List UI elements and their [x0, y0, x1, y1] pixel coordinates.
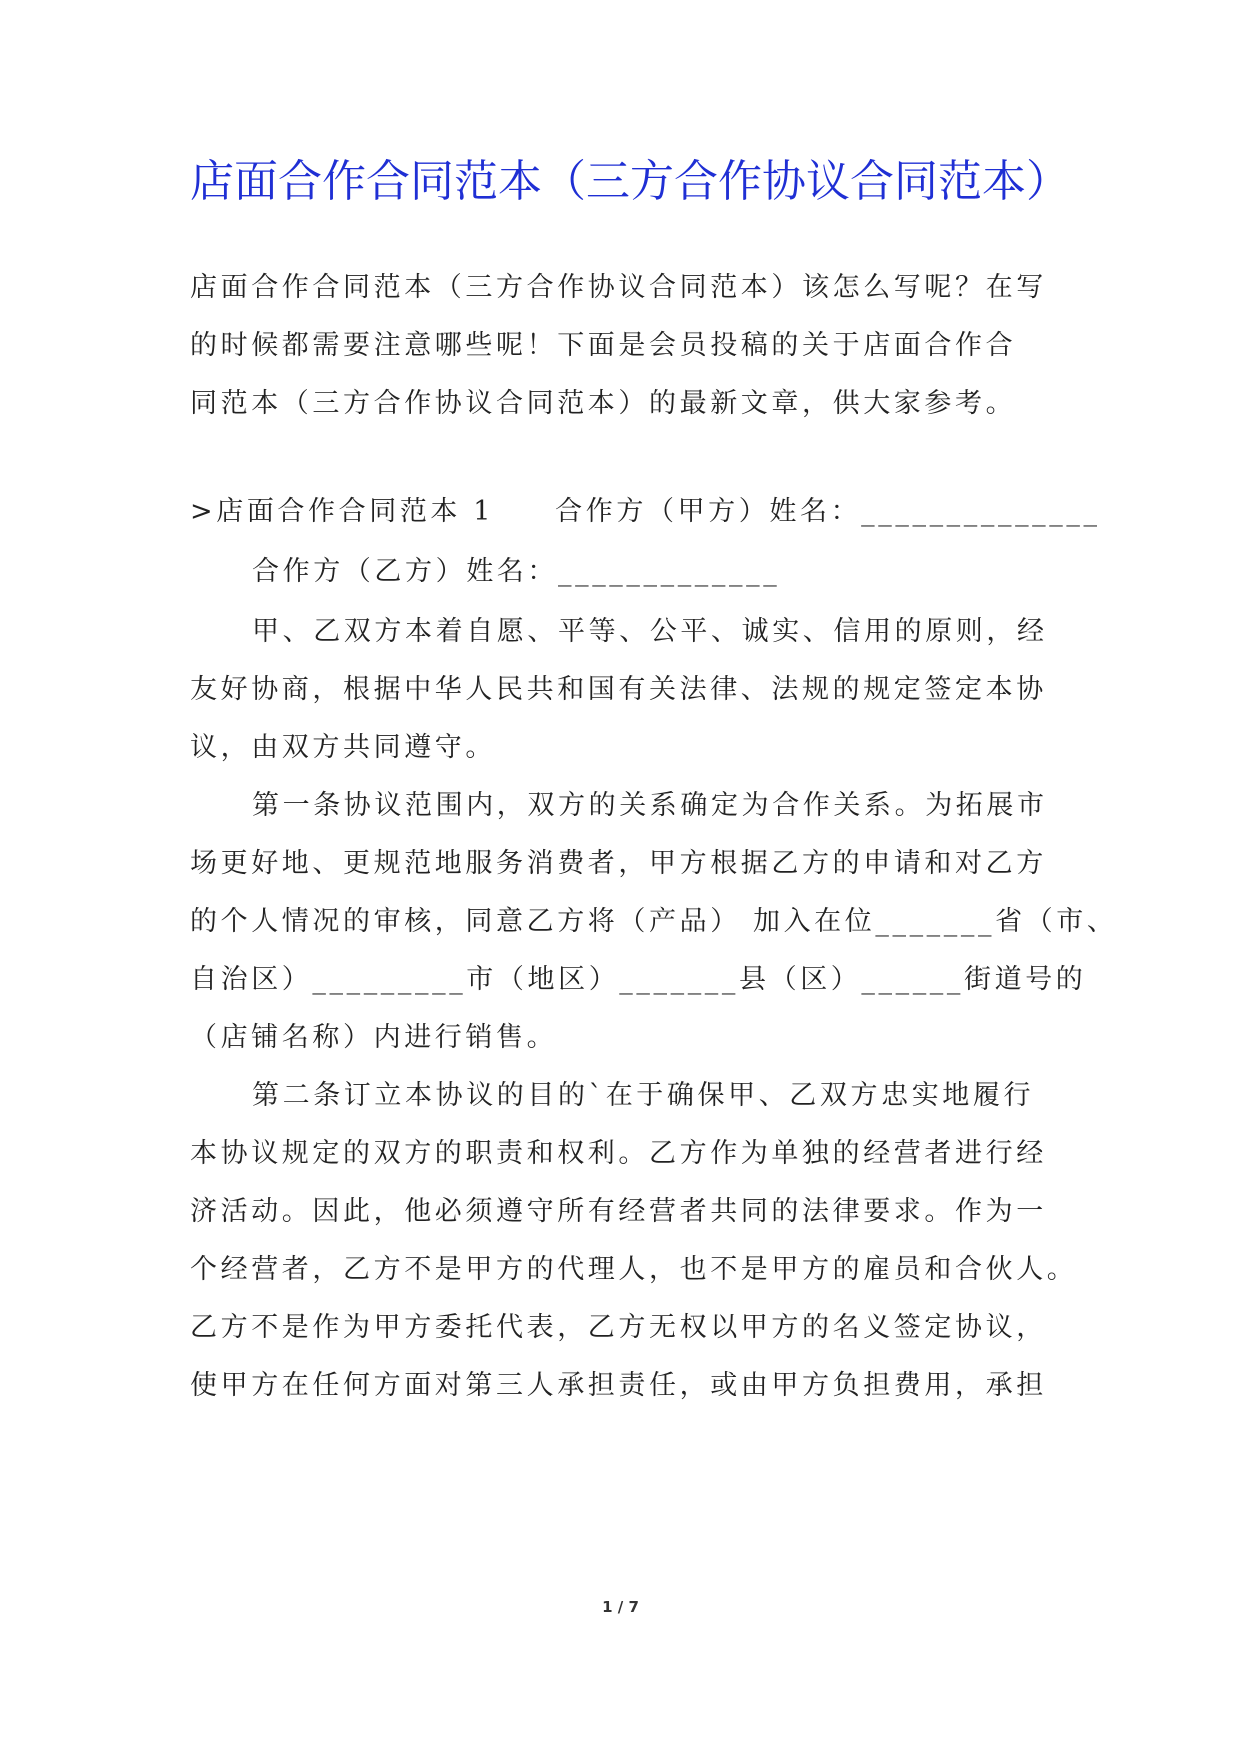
party-b-line: 合作方（乙方）姓名：_____________	[252, 556, 781, 587]
paragraph-line: （店铺名称）内进行销售。	[190, 1022, 558, 1053]
paragraph-line: 乙方不是作为甲方委托代表，乙方无权以甲方的名义签定协议，	[190, 1312, 1047, 1343]
paragraph-line: 使甲方在任何方面对第三人承担责任，或由甲方负担费用，承担	[190, 1370, 1047, 1401]
paragraph-line: 第一条协议范围内，双方的关系确定为合作关系。为拓展市	[252, 790, 1048, 821]
document-title: 店面合作合同范本（三方合作协议合同范本）	[190, 156, 1070, 207]
paragraph-line: 济活动。因此，他必须遵守所有经营者共同的法律要求。作为一	[190, 1196, 1047, 1227]
paragraph-line: 友好协商，根据中华人民共和国有关法律、法规的规定签定本协	[190, 674, 1047, 705]
paragraph-line: 本协议规定的双方的职责和权利。乙方作为单独的经营者进行经	[190, 1138, 1047, 1169]
paragraph-line: 场更好地、更规范地服务消费者，甲方根据乙方的申请和对乙方	[190, 848, 1047, 879]
intro-line: 同范本（三方合作协议合同范本）的最新文章，供大家参考。	[190, 388, 1017, 419]
intro-line: 店面合作合同范本（三方合作协议合同范本）该怎么写呢？在写	[190, 272, 1047, 303]
paragraph-line: 个经营者，乙方不是甲方的代理人，也不是甲方的雇员和合伙人。	[190, 1254, 1078, 1285]
paragraph-line: 的个人情况的审核，同意乙方将（产品） 加入在位_______省（市、	[190, 906, 1118, 937]
paragraph-line: 自治区）_________市（地区）_______县（区）______街道号的	[190, 964, 1087, 995]
intro-line: 的时候都需要注意哪些呢！下面是会员投稿的关于店面合作合	[190, 330, 1017, 361]
paragraph-line: 甲、乙双方本着自愿、平等、公平、诚实、信用的原则，经	[252, 616, 1048, 647]
section-heading-line: >店面合作合同范本 1 合作方（甲方）姓名：______________	[190, 496, 1101, 527]
paragraph-line: 第二条订立本协议的目的`在于确保甲、乙双方忠实地履行	[252, 1080, 1035, 1111]
page-number: 1 / 7	[602, 1598, 639, 1616]
paragraph-line: 议，由双方共同遵守。	[190, 732, 496, 763]
